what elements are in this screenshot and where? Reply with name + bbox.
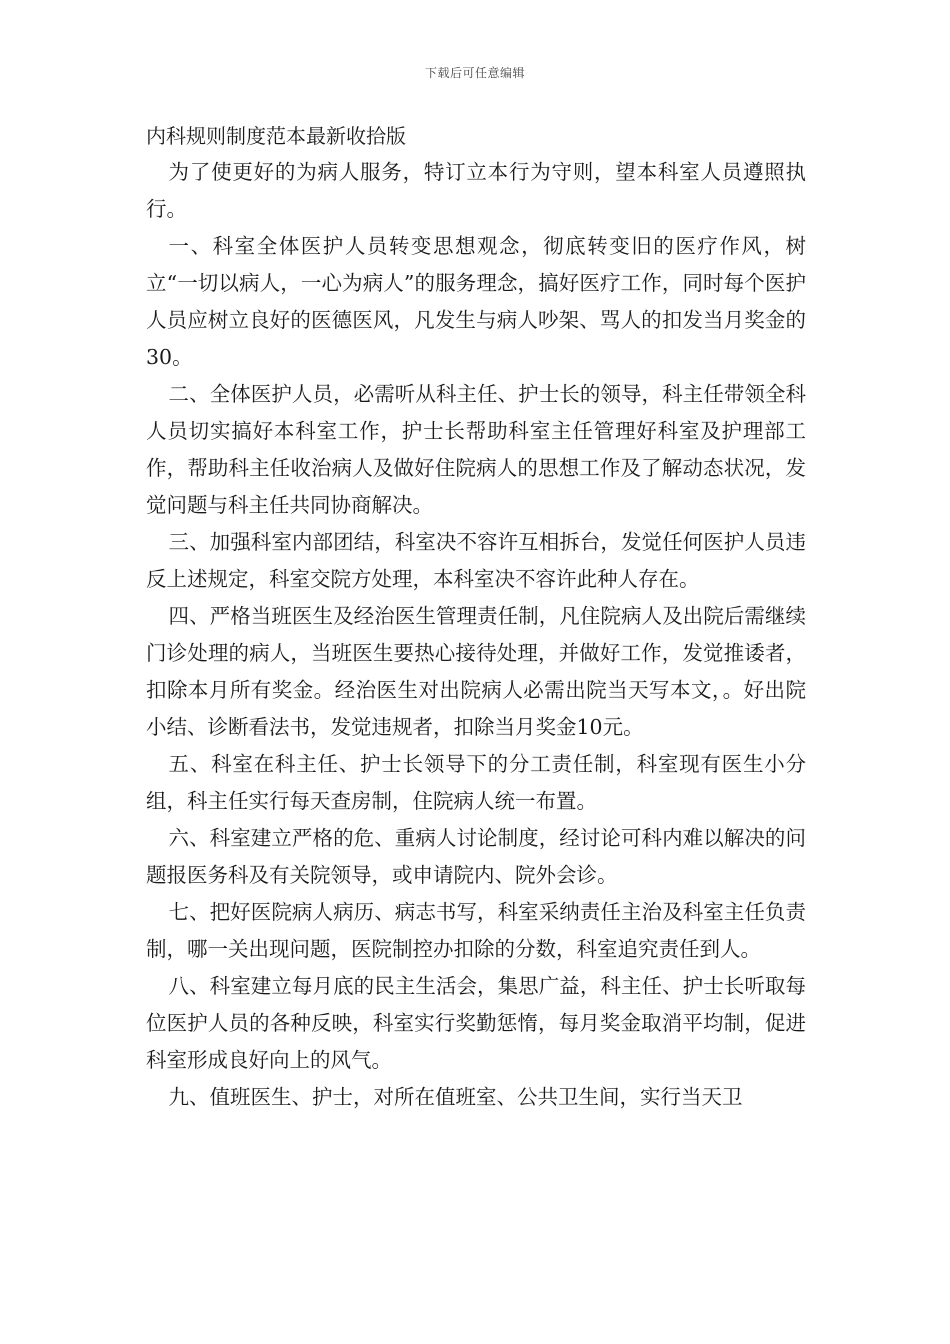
paragraph-7: 七、把好医院病人病历、病志书写，科室采纳责任主治及科室主任负责制，哪一关出现问题，医院制控办扣除的分数，科室追究责任到人。 xyxy=(146,900,806,961)
paragraph-4: 四、严格当班医生及经治医生管理责任制，凡住院病人及出院后需继续门诊处理的病人，当班医生要热心接待处理，并做好工作，发觉推诿者，扣除本月所有奖金。经治医生对出院病人必需出院当天写本文，。好出院小结、诊断看法书，发觉违规者，扣除当月奖金10元。 xyxy=(146,604,806,739)
paragraph-2: 二、全体医护人员，必需听从科主任、护士长的领导，科主任带领全科人员切实搞好本科室工作，护士长帮助科室主任管理好科室及护理部工作，帮助科主任收治病人及做好住院病人的思想工作及了解动态状况，发觉问题与科主任共同协商解决。 xyxy=(146,382,806,517)
paragraph-1: 一、科室全体医护人员转变思想观念，彻底转变旧的医疗作风，树立“一切以病人，一心为病人”的服务理念，搞好医疗工作，同时每个医护人员应树立良好的医德医风，凡发生与病人吵架、骂人的扣发当月奖金的30。 xyxy=(146,234,806,369)
document-body xyxy=(146,118,806,1116)
document-title: 内科规则制度范本最新收拾版 xyxy=(146,124,406,148)
paragraph-5: 五、科室在科主任、护士长领导下的分工责任制，科室现有医生小分组，科主任实行每天查房制，住院病人统一布置。 xyxy=(146,752,806,813)
paragraph-6: 六、科室建立严格的危、重病人讨论制度，经讨论可科内难以解决的问题报医务科及有关院领导，或申请院内、院外会诊。 xyxy=(146,826,806,887)
paragraph-8: 八、科室建立每月底的民主生活会，集思广益，科主任、护士长听取每位医护人员的各种反映，科室实行奖勤惩惰，每月奖金取消平均制，促进科室形成良好向上的风气。 xyxy=(146,974,806,1072)
header-note: 下载后可任意编辑 xyxy=(424,66,525,80)
paragraph-9: 九、值班医生、护士，对所在值班室、公共卫生间，实行当天卫 xyxy=(168,1085,743,1109)
paragraph-3: 三、加强科室内部团结，科室决不容许互相拆台，发觉任何医护人员违反上述规定，科室交院方处理，本科室决不容许此种人存在。 xyxy=(146,530,806,591)
paragraph-intro: 为了使更好的为病人服务，特订立本行为守则，望本科室人员遵照执行。 xyxy=(146,160,806,221)
